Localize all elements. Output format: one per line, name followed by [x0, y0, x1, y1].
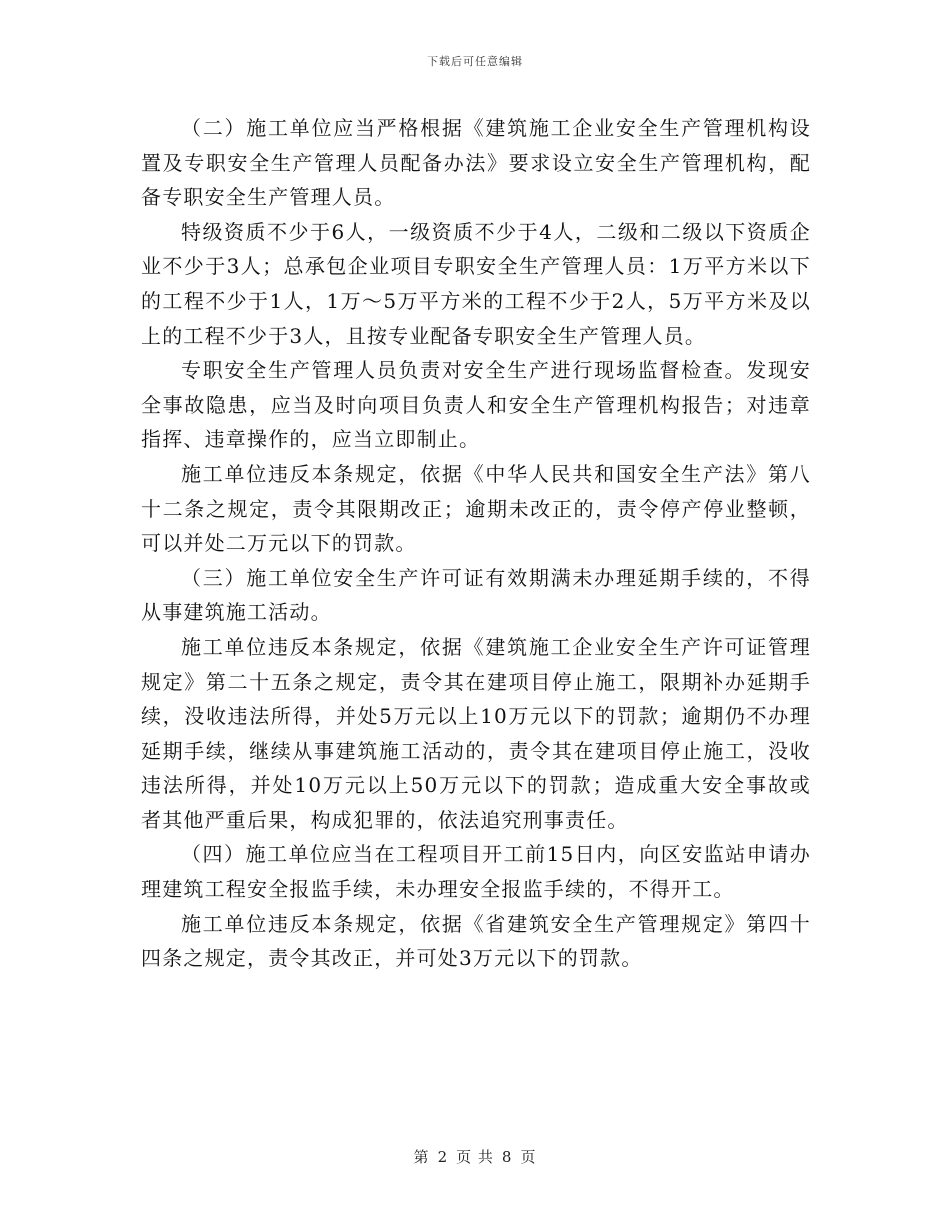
paragraph-penalty-three: 施工单位违反本条规定，依据《省建筑安全生产管理规定》第四十四条之规定，责令其改正，并可处3万元以下的罚款。 — [141, 911, 811, 971]
footer-prefix: 第 — [413, 1148, 430, 1166]
footer-page-number: 2 — [437, 1148, 449, 1166]
paragraph-section-two: （二）施工单位应当严格根据《建筑施工企业安全生产管理机构设置及专职安全生产管理人员配备办法》要求设立安全生产管理机构，配备专职安全生产管理人员。 — [141, 116, 811, 210]
footer-middle: 页 共 — [456, 1148, 494, 1166]
paragraph-staff-duties: 专职安全生产管理人员负责对安全生产进行现场监督检查。发现安全事故隐患，应当及时向项目负责人和安全生产管理机构报告；对违章指挥、违章操作的，应当立即制止。 — [141, 358, 811, 452]
paragraph-section-three: （三）施工单位安全生产许可证有效期满未办理延期手续的，不得从事建筑施工活动。 — [141, 565, 811, 625]
paragraph-penalty-one: 施工单位违反本条规定，依据《中华人民共和国安全生产法》第八十二条之规定，责令其限期改正；逾期未改正的，责令停产停业整顿，可以并处二万元以下的罚款。 — [141, 461, 811, 556]
paragraph-staffing-requirements: 特级资质不少于6人，一级资质不少于4人，二级和二级以下资质企业不少于3人；总承包企业项目专职安全生产管理人员：1万平方米以下的工程不少于1人，1万～5万平方米的工程不少于2人，5万平方米及以上的工程不少于3人，且按专业配备专职安全生产管理人员。 — [141, 219, 811, 348]
paragraph-section-four: （四）施工单位应当在工程项目开工前15日内，向区安监站申请办理建筑工程安全报监手续，未办理安全报监手续的，不得开工。 — [141, 842, 811, 902]
footer-total-pages: 8 — [501, 1148, 513, 1166]
footer-suffix: 页 — [520, 1148, 537, 1166]
page-footer — [0, 1146, 950, 1167]
document-body — [141, 111, 811, 976]
page-header: 下载后可任意编辑 — [427, 55, 523, 68]
paragraph-penalty-two: 施工单位违反本条规定，依据《建筑施工企业安全生产许可证管理规定》第二十五条之规定，责令其在建项目停止施工，限期补办延期手续，没收违法所得，并处5万元以上10万元以下的罚款；逾期仍不办理延期手续，继续从事建筑施工活动的，责令其在建项目停止施工，没收违法所得，并处10万元以上50万元以下的罚款；造成重大安全事故或者其他严重后果，构成犯罪的，依法追究刑事责任。 — [141, 634, 811, 832]
